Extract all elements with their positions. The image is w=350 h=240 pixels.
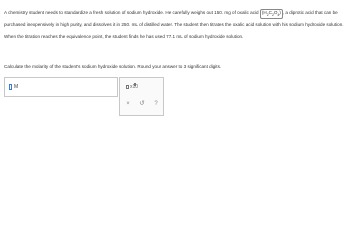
instruction-text: Calculate the molarity of the student's sodium hydroxide solution. Round your answer to 3 significant digits.	[4, 64, 222, 69]
exponent-placeholder-icon	[134, 83, 137, 86]
formula-c: C	[268, 10, 272, 15]
formula-h: H	[263, 10, 267, 15]
answer-input[interactable]	[9, 84, 12, 90]
formula-o-sub: 4	[277, 12, 280, 17]
problem-part1: A chemistry student needs to standardize a fresh solution of sodium hydroxide. He carefully weighs out 150. mg of oxalic acid	[4, 10, 260, 15]
help-button[interactable]: ?	[154, 101, 158, 107]
clear-button[interactable]: ×	[126, 101, 130, 107]
answer-box	[4, 77, 118, 97]
problem-text	[4, 7, 348, 43]
base-placeholder-icon	[126, 85, 129, 89]
unit-label: M	[14, 84, 19, 90]
answer-toolbar	[119, 77, 164, 116]
formula-o: O	[273, 10, 278, 15]
problem-paragraph	[4, 7, 348, 43]
sci-notation-label: x10	[130, 84, 139, 90]
problem-part2: , a diprotic acid that can be purchased inexpensively in high purity, and dissolves it in 250. mL of distilled water. The student then titrates the oxalic acid solution with his sodium hydroxide solution. When the titration reaches the equivalence point, the student finds he has used 77.1 mL of sodium hydroxide solution.	[4, 10, 344, 39]
formula-c-sub: 2	[271, 12, 274, 17]
undo-button[interactable]: ↺	[139, 100, 145, 107]
formula-h-sub: 2	[266, 12, 269, 17]
oxalic-acid-formula: $(H_2C_2O_4)$	[261, 10, 281, 17]
scientific-notation-button[interactable]	[126, 83, 138, 91]
